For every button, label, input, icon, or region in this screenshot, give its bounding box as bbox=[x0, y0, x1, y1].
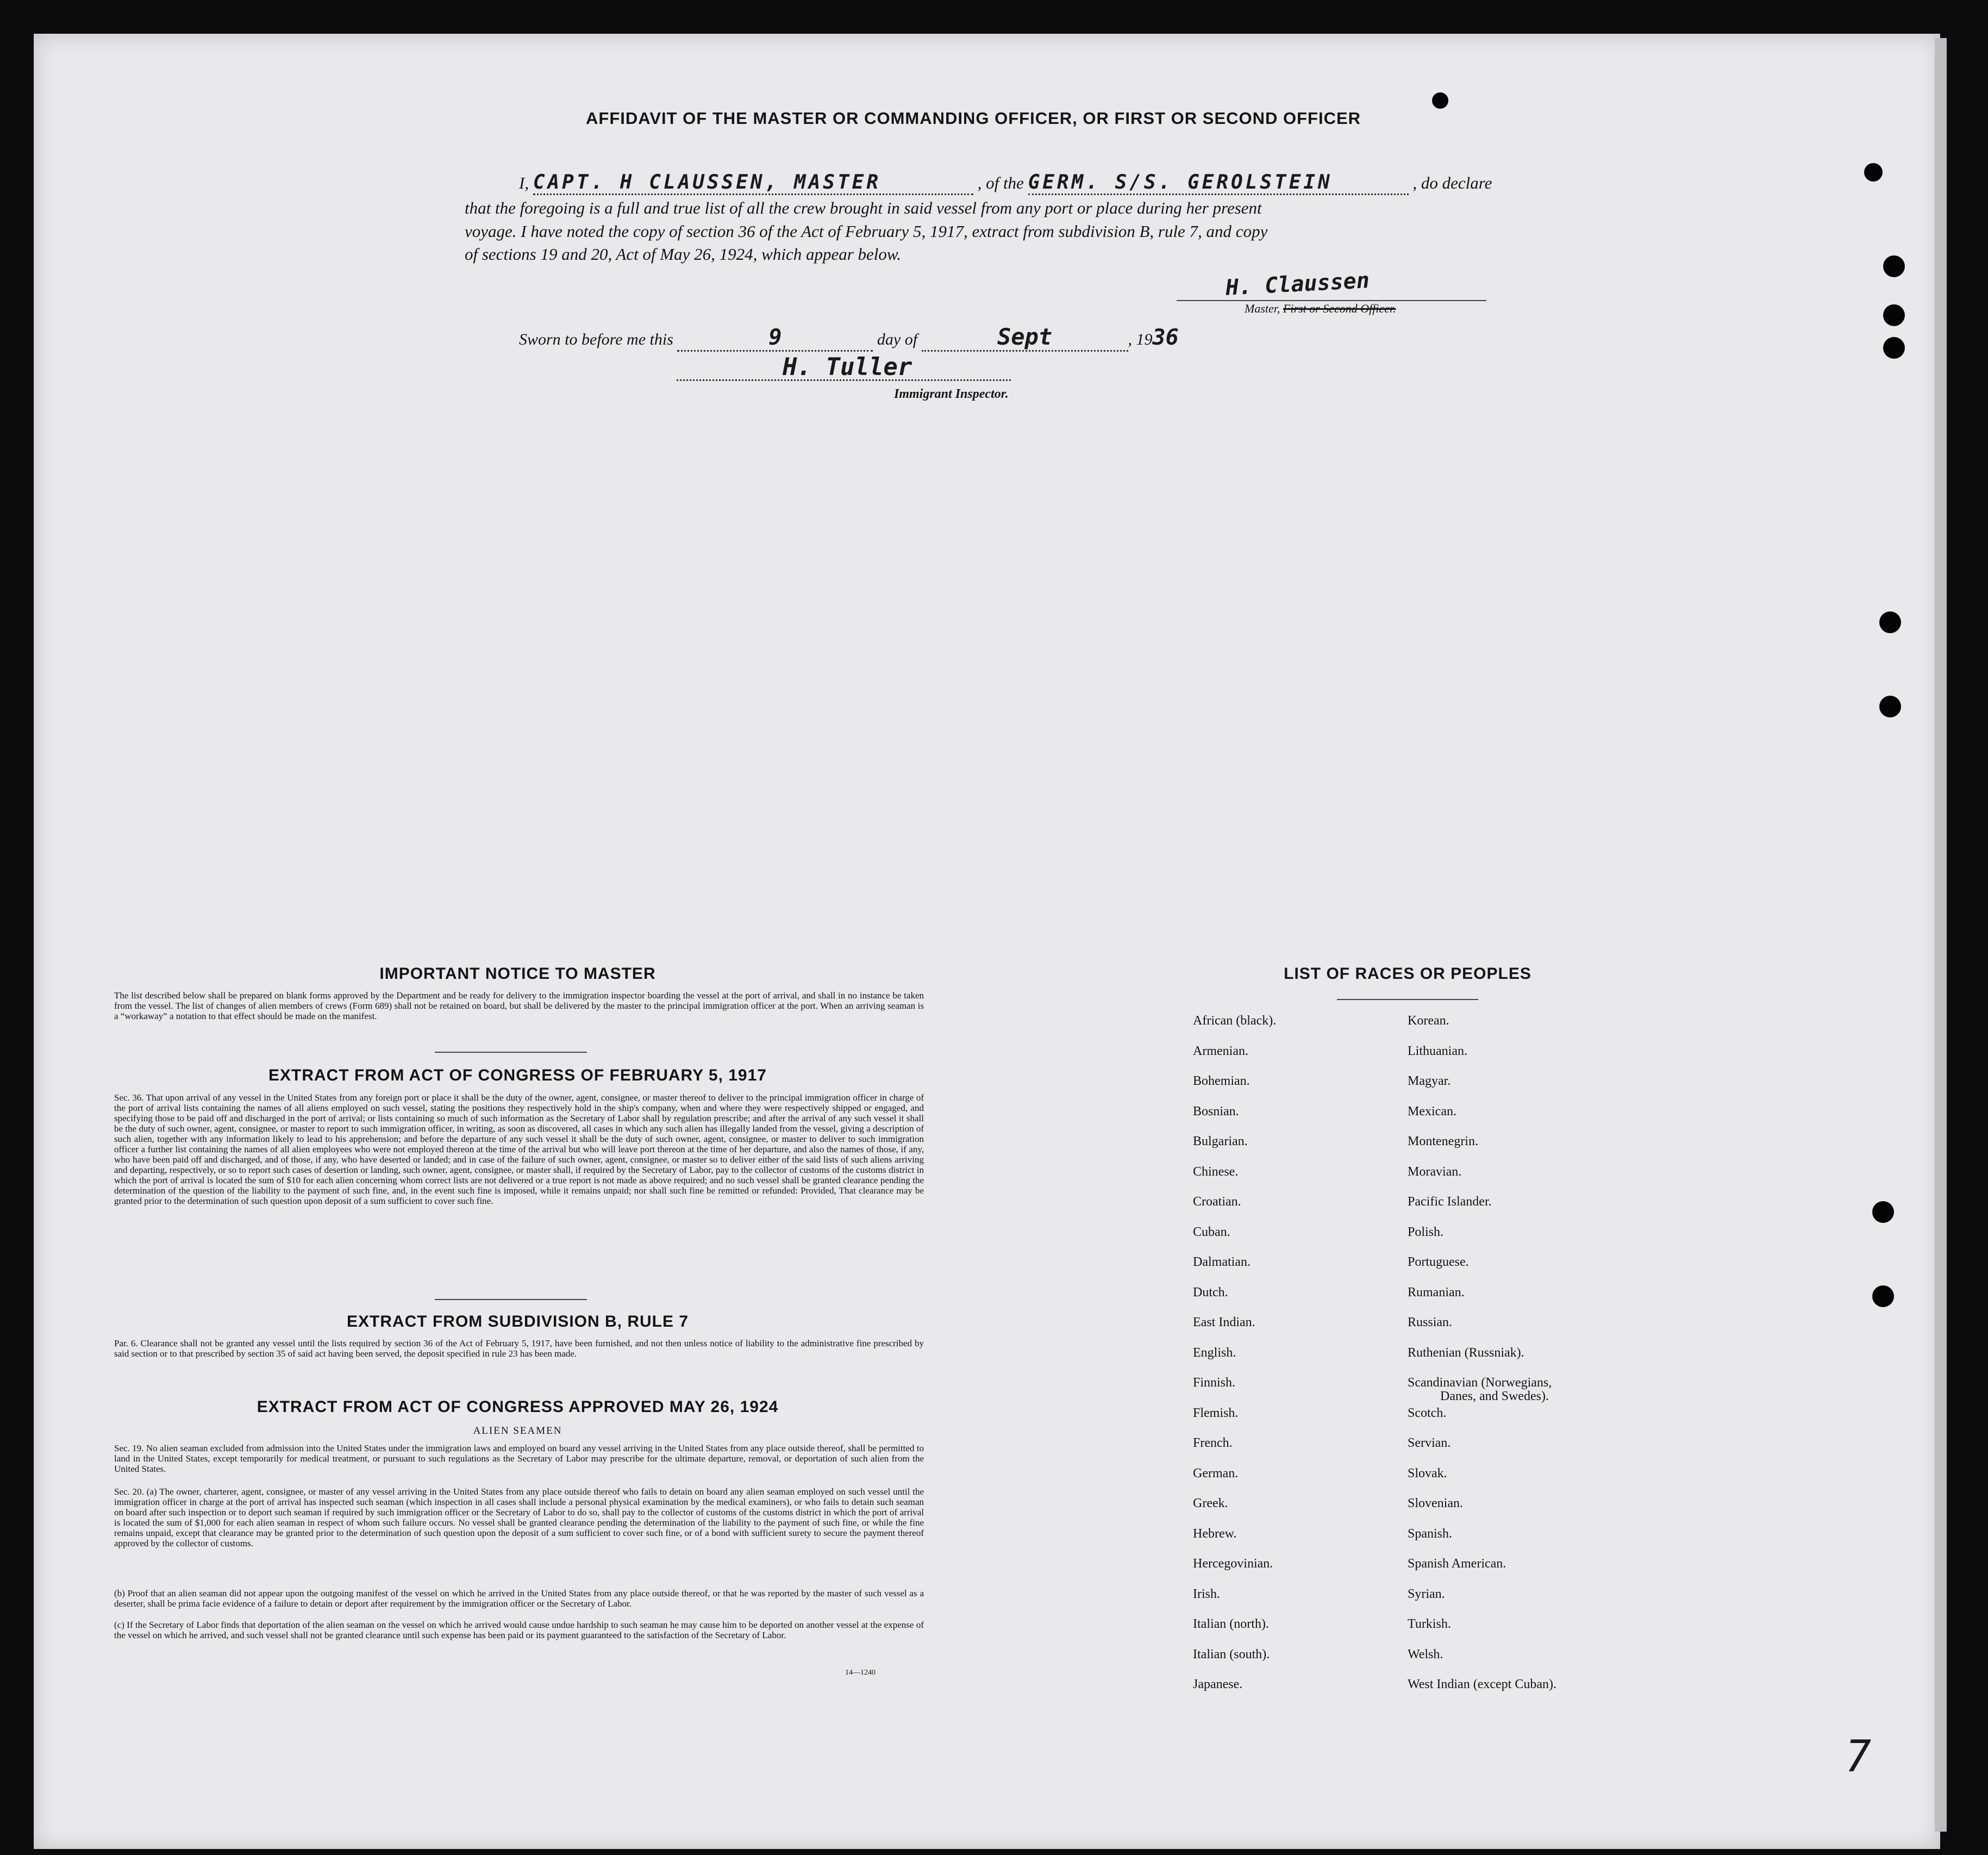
alien-seamen-subtitle: ALIEN SEAMEN bbox=[473, 1425, 562, 1436]
extract-1924-sec19: Sec. 19. No alien seaman excluded from admission into the United States under the immigration laws and employed on board any vessel arriving in the United States from any place outside thereof, shall be permitted to land in the United States, except temporarily for medical treatment, or pursuant to such regulations as the Secretary of Labor may prescribe for the ultimate departure, removal, or deportation of such alien from the United States. bbox=[114, 1443, 924, 1474]
race-item: Italian (north). bbox=[1193, 1617, 1269, 1631]
do-declare-text: , do declare bbox=[1412, 173, 1492, 192]
extract-1924-sec20c: (c) If the Secretary of Labor finds that deportation of the alien seaman on the vessel on which he arrived would cause undue hardship to such seaman he may cause him to be deported on another vessel at the expense of the vessel on which he arrived, and such vessel shall not be granted clearance until such expense has been paid or its payment guaranteed to the satisfaction of the Secretary of Labor. bbox=[114, 1620, 924, 1640]
race-item: Armenian. bbox=[1193, 1044, 1248, 1058]
race-item: Moravian. bbox=[1408, 1164, 1462, 1179]
race-item: Korean. bbox=[1408, 1014, 1449, 1028]
divider bbox=[1337, 999, 1478, 1000]
race-item: Bosnian. bbox=[1193, 1104, 1239, 1119]
race-item: Hercegovinian. bbox=[1193, 1557, 1273, 1571]
declaration-i: I, bbox=[519, 173, 529, 192]
race-item: East Indian. bbox=[1193, 1315, 1255, 1329]
race-item: Scotch. bbox=[1408, 1406, 1447, 1420]
race-item: Dutch. bbox=[1193, 1285, 1228, 1300]
subdivision-b-title: EXTRACT FROM SUBDIVISION B, RULE 7 bbox=[346, 1313, 689, 1331]
divider bbox=[435, 1299, 587, 1300]
race-item: Montenegrin. bbox=[1408, 1134, 1478, 1148]
punch-hole bbox=[1883, 255, 1905, 277]
race-item: Magyar. bbox=[1408, 1074, 1451, 1088]
race-item: Portuguese. bbox=[1408, 1255, 1469, 1269]
race-item: Spanish. bbox=[1408, 1526, 1453, 1541]
extract-1917-title: EXTRACT FROM ACT OF CONGRESS OF FEBRUARY 5, 1917 bbox=[268, 1066, 767, 1084]
inspector-signature: H. Tuller bbox=[783, 353, 912, 381]
race-item: West Indian (except Cuban). bbox=[1408, 1677, 1556, 1691]
of-the-text: , of the bbox=[977, 173, 1024, 192]
race-item-continuation: Danes, and Swedes). bbox=[1440, 1389, 1549, 1403]
sworn-year-field: 36 bbox=[1152, 325, 1179, 350]
form-number: 14—1240 bbox=[845, 1669, 876, 1677]
race-item: Greek. bbox=[1193, 1496, 1228, 1510]
race-item: Rumanian. bbox=[1408, 1285, 1465, 1300]
vessel-name-field: GERM. S/S. GEROLSTEIN bbox=[1028, 171, 1409, 195]
race-item: Turkish. bbox=[1408, 1617, 1451, 1631]
race-item: English. bbox=[1193, 1345, 1236, 1360]
signature-caption bbox=[1245, 302, 1396, 316]
margin-mark: 7 bbox=[1845, 1731, 1872, 1782]
race-item: Scandinavian (Norwegians, bbox=[1408, 1376, 1552, 1390]
races-title: LIST OF RACES OR PEOPLES bbox=[1284, 965, 1531, 983]
sworn-line bbox=[519, 323, 1179, 352]
notice-body: The list described below shall be prepared on blank forms approved by the Department and be ready for delivery to the immigration inspector boarding the vessel at the port of arrival, and shall in no instance be taken from the vessel. The list of changes of alien members of crews (Form 689) shall not be retained on board, but shall be delivered by the master to the principal immigration officer at the port. When an arriving seaman is a “workaway” a notation to that effect should be made on the manifest. bbox=[114, 990, 924, 1021]
extract-1917-body: Sec. 36. That upon arrival of any vessel in the United States from any foreign port or place it shall be the duty of the owner, agent, consignee, or master thereof to deliver to the principal immigration officer in charge of the port of arrival lists containing the names of all aliens employed on such vessel, stating the positions they respectively hold in the ship's company, when and where they were respectively shipped or engaged, and specifying those to be paid off and discharged in the port of arrival; or lists containing so much of such information as the Secretary of Labor shall by regulation prescribe; and after the arrival of any such vessel it shall be the duty of such owner, agent, consignee, or master to report to such immigration officer, in writing, as soon as discovered, all cases in which any such alien has illegally landed from the vessel, giving a description of such alien, together with any information likely to lead to his apprehension; and before the departure of any such vessel it shall be the duty of such owner, agent, consignee, or master to deliver to such immigration officer a further list containing the names of all alien employees who were not employed thereon at the time of the arrival but who will leave port thereon at the time of her departure, and also the names of those, if any, who have been paid off and discharged, and of those, if any, who have deserted or landed; and in case of the failure of such owner, agent, consignee, or master so to deliver either of the said lists of such aliens arriving and departing, respectively, or so to report such cases of desertion or landing, such owner, agent, consignee, or master shall, if required by the Secretary of Labor, pay to the collector of customs of the customs district in which the port of arrival is located the sum of $10 for each alien concerning whom correct lists are not delivered or a true report is not made as above required; and no such vessel shall be granted clearance pending the determination of the question of the liability to the payment of such fine, and, in the event such fine is imposed, while it remains unpaid; nor shall such fine be remitted or refunded: Provided, That clearance may be granted prior to the determination of such question upon deposit of a sum sufficient to cover such fine. bbox=[114, 1092, 924, 1206]
master-name-field: CAPT. H CLAUSSEN, MASTER bbox=[533, 171, 973, 195]
inspector-line bbox=[677, 379, 1011, 381]
extract-1924-sec20b: (b) Proof that an alien seaman did not appear upon the outgoing manifest of the vessel on which he arrived in the United States from any place outside thereof, or that he was reported by the master of such vessel as a deserter, shall be prima facie evidence of a failure to detain or deport after requirement by the immigration officer or the Secretary of Labor. bbox=[114, 1588, 924, 1609]
race-item: Mexican. bbox=[1408, 1104, 1456, 1119]
race-item: Chinese. bbox=[1193, 1164, 1239, 1179]
race-item: Slovak. bbox=[1408, 1466, 1447, 1481]
race-item: Pacific Islander. bbox=[1408, 1195, 1492, 1209]
race-item: Russian. bbox=[1408, 1315, 1453, 1329]
race-item: African (black). bbox=[1193, 1014, 1277, 1028]
race-item: Polish. bbox=[1408, 1225, 1444, 1239]
master-caption: Master, bbox=[1245, 302, 1280, 315]
race-item: Syrian. bbox=[1408, 1587, 1445, 1601]
punch-hole bbox=[1879, 696, 1901, 717]
punch-hole bbox=[1883, 304, 1905, 326]
race-item: Irish. bbox=[1193, 1587, 1220, 1601]
punch-hole bbox=[1432, 92, 1448, 109]
declaration-line-3: voyage. I have noted the copy of section 36 of the Act of February 5, 1917, extract from subdivision B, rule 7, and copy bbox=[465, 222, 1268, 241]
declaration-line-4: of sections 19 and 20, Act of May 26, 1924, which appear below. bbox=[465, 245, 902, 264]
punch-hole bbox=[1864, 163, 1883, 182]
race-item: Flemish. bbox=[1193, 1406, 1239, 1420]
master-signature: H. Claussen bbox=[1224, 268, 1370, 301]
declaration-line-1 bbox=[519, 171, 1492, 195]
punch-hole bbox=[1879, 611, 1901, 633]
race-item: Lithuanian. bbox=[1408, 1044, 1467, 1058]
struck-officer-caption: First or Second Officer. bbox=[1283, 302, 1396, 315]
notice-title: IMPORTANT NOTICE TO MASTER bbox=[379, 965, 656, 983]
race-item: Italian (south). bbox=[1193, 1647, 1270, 1662]
punch-hole bbox=[1883, 337, 1905, 359]
sworn-prefix: Sworn to before me this bbox=[519, 330, 673, 348]
race-item: Finnish. bbox=[1193, 1376, 1236, 1390]
race-item: French. bbox=[1193, 1436, 1233, 1450]
race-item: Bulgarian. bbox=[1193, 1134, 1248, 1148]
race-item: Ruthenian (Russniak). bbox=[1408, 1345, 1524, 1360]
race-item: Spanish American. bbox=[1408, 1557, 1506, 1571]
race-item: Bohemian. bbox=[1193, 1074, 1250, 1088]
sworn-day-field: 9 bbox=[677, 325, 873, 352]
race-item: Hebrew. bbox=[1193, 1526, 1237, 1541]
year-prefix: , 19 bbox=[1128, 330, 1153, 348]
race-item: Cuban. bbox=[1193, 1225, 1230, 1239]
race-item: Japanese. bbox=[1193, 1677, 1243, 1691]
affidavit-title: AFFIDAVIT OF THE MASTER OR COMMANDING OFFICER, OR FIRST OR SECOND OFFICER bbox=[586, 109, 1361, 128]
inspector-caption: Immigrant Inspector. bbox=[894, 387, 1009, 401]
day-of-text: day of bbox=[877, 330, 918, 348]
punch-hole bbox=[1872, 1285, 1894, 1307]
declaration-line-2: that the foregoing is a full and true list of all the crew brought in said vessel from any port or place during her present bbox=[465, 198, 1262, 217]
signature-line bbox=[1177, 300, 1486, 301]
page-edge bbox=[1935, 38, 1947, 1832]
divider bbox=[435, 1052, 587, 1053]
extract-1924-title: EXTRACT FROM ACT OF CONGRESS APPROVED MAY 26, 1924 bbox=[257, 1398, 779, 1416]
race-item: Croatian. bbox=[1193, 1195, 1241, 1209]
document-page bbox=[34, 34, 1940, 1849]
punch-hole bbox=[1872, 1201, 1894, 1223]
race-item: Slovenian. bbox=[1408, 1496, 1463, 1510]
subdivision-b-body: Par. 6. Clearance shall not be granted any vessel until the lists required by section 36 of the Act of February 5, 1917, have been furnished, and not then unless notice of liability to the administrative fine prescribed by said section or to that prescribed by section 35 of said act having been served, the deposit specified in rule 23 has been made. bbox=[114, 1338, 924, 1359]
race-item: Dalmatian. bbox=[1193, 1255, 1251, 1269]
race-item: Welsh. bbox=[1408, 1647, 1443, 1662]
race-item: German. bbox=[1193, 1466, 1239, 1481]
race-item: Servian. bbox=[1408, 1436, 1451, 1450]
sworn-month-field: Sept bbox=[922, 323, 1128, 352]
extract-1924-sec20a: Sec. 20. (a) The owner, charterer, agent, consignee, or master of any vessel arriving in the United States from any place outside thereof who fails to detain on board any alien seaman employed on such vessel until the immigration officer in charge at the port of arrival has inspected such seaman (which inspection in all cases shall include a personal physical examination by the medical examiners), or who fails to detain such seaman on board after such inspection or to deport such seaman if required by such immigration officer or the Secretary of Labor to do so, shall pay to the collector of customs of the customs district in which the port of arrival is located the sum of $1,000 for each alien seaman in respect of whom such failure occurs. No vessel shall be granted clearance pending the determination of the liability to the payment of such fine, or while the fine remains unpaid, except that clearance may be granted prior to the determination of such question upon the deposit of a sum sufficient to cover such fine, or of a bond with sufficient surety to secure the payment thereof approved by the collector of customs. bbox=[114, 1487, 924, 1548]
